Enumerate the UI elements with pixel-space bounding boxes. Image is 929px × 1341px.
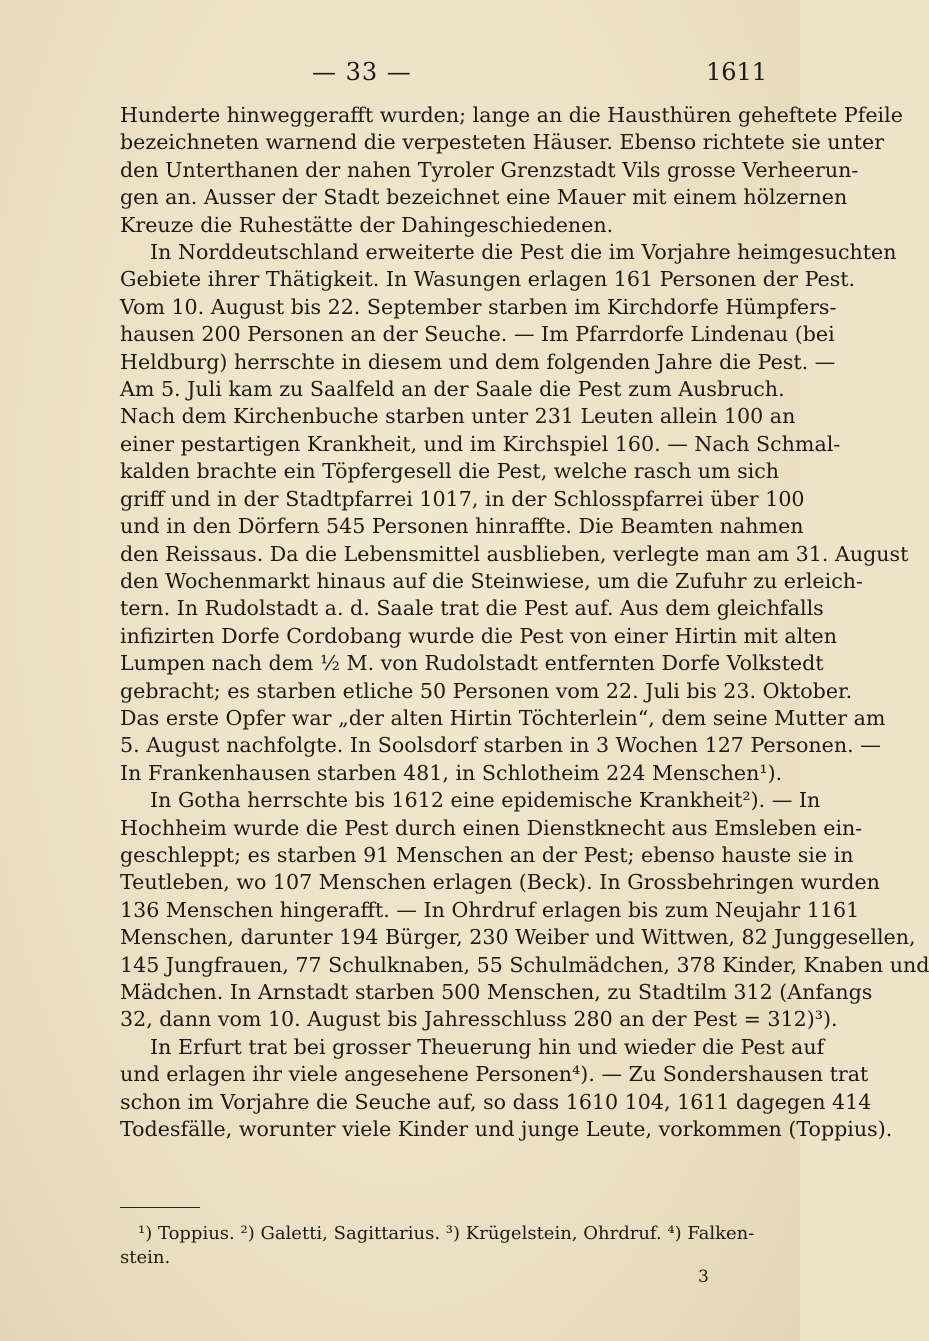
text-line: schon im Vorjahre die Seuche auf, so dass 1610 104, 1611 dagegen 414 [120,1089,872,1114]
text-line: Vom 10. August bis 22. September starben im Kirchdorfe Hümpfers- [120,294,837,319]
text-line: Das erste Opfer war „der alten Hirtin Töchterlein“, dem seine Mutter am [120,705,886,730]
text-line: Nach dem Kirchenbuche starben unter 231 Leuten allein 100 an [120,404,796,429]
text-line: Todesfälle, worunter viele Kinder und junge Leute, vorkommen (Toppius). [120,1117,893,1142]
text-line: 136 Menschen hingerafft. — In Ohrdruf erlagen bis zum Neujahr 1161 [120,897,860,922]
running-header [0,58,800,88]
text-line: den Unterthanen der nahen Tyroler Grenzstadt Vils grosse Verheerun- [120,157,859,182]
text-line: infizirten Dorfe Cordobang wurde die Pest von einer Hirtin mit alten [120,623,837,648]
text-line: In Gotha herrschte bis 1612 eine epidemische Krankheit²). — In [150,788,821,813]
text-line: hausen 200 Personen an der Seuche. — Im Pfarrdorfe Lindenau (bei [120,322,835,347]
text-line: kalden brachte ein Töpfergesell die Pest, welche rasch um sich [120,459,780,484]
text-line: Hochheim wurde die Pest durch einen Dienstknecht aus Emsleben ein- [120,815,863,840]
footnote-rule [120,1207,200,1208]
main-text [120,102,929,1143]
text-line: 5. August nachfolgte. In Soolsdorf starben in 3 Wochen 127 Personen. — [120,733,881,758]
text-line: geschleppt; es starben 91 Menschen an der Pest; ebenso hauste sie in [120,842,854,867]
text-line: den Reissaus. Da die Lebensmittel ausblieben, verlegte man am 31. August [120,541,909,566]
page-number: — 33 — [312,58,412,86]
text-line: Gebiete ihrer Thätigkeit. In Wasungen erlagen 161 Personen der Pest. [120,267,856,292]
text-line: 145 Jungfrauen, 77 Schulknaben, 55 Schulmädchen, 378 Kinder, Knaben und [120,952,929,977]
footnote-line: stein. [120,1247,171,1268]
text-line: 32, dann vom 10. August bis Jahresschluss 280 an der Pest = 312)³). [120,1007,838,1032]
text-line: In Erfurt trat bei grosser Theuerung hin und wieder die Pest auf [150,1034,825,1059]
text-line: Am 5. Juli kam zu Saalfeld an der Saale die Pest zum Ausbruch. [120,377,785,402]
text-line: gebracht; es starben etliche 50 Personen vom 22. Juli bis 23. Oktober. [120,678,853,703]
text-line: und in den Dörfern 545 Personen hinraffte. Die Beamten nahmen [120,514,804,539]
text-line: und erlagen ihr viele angesehene Personen⁴). — Zu Sondershausen trat [120,1062,869,1087]
text-line: bezeichneten warnend die verpesteten Häuser. Ebenso richtete sie unter [120,130,885,155]
text-line: Hunderte hinweggerafft wurden; lange an die Hausthüren geheftete Pfeile [120,103,903,127]
text-line: Lumpen nach dem ½ M. von Rudolstadt entfernten Dorfe Volkstedt [120,651,824,676]
text-line: Teutleben, wo 107 Menschen erlagen (Beck). In Grossbehringen wurden [120,870,880,895]
text-line: tern. In Rudolstadt a. d. Saale trat die Pest auf. Aus dem gleichfalls [120,596,824,621]
footnotes [120,1222,755,1270]
signature-mark: 3 [698,1267,709,1287]
text-line: Mädchen. In Arnstadt starben 500 Menschen, zu Stadtilm 312 (Anfangs [120,980,873,1004]
text-line: den Wochenmarkt hinaus auf die Steinwiese, um die Zufuhr zu erleich- [120,568,863,593]
text-line: In Norddeutschland erweiterte die Pest die im Vorjahre heimgesuchten [150,240,897,265]
text-line: Kreuze die Ruhestätte der Dahingeschiedenen. [120,212,614,237]
header-year: 1611 [706,58,768,86]
footnote-line: ¹) Toppius. ²) Galetti, Sagittarius. ³) Krügelstein, Ohrdruf. ⁴) Falken- [138,1223,755,1244]
text-line: einer pestartigen Krankheit, und im Kirchspiel 160. — Nach Schmal- [120,431,841,456]
text-line: gen an. Ausser der Stadt bezeichnet eine Mauer mit einem hölzernen [120,185,848,210]
text-line: Menschen, darunter 194 Bürger, 230 Weiber und Wittwen, 82 Junggesellen, [120,925,916,950]
text-line: In Frankenhausen starben 481, in Schlotheim 224 Menschen¹). [120,760,783,785]
text-line: griff und in der Stadtpfarrei 1017, in der Schlosspfarrei über 100 [120,486,805,511]
text-line: Heldburg) herrschte in diesem und dem folgenden Jahre die Pest. — [120,349,836,374]
